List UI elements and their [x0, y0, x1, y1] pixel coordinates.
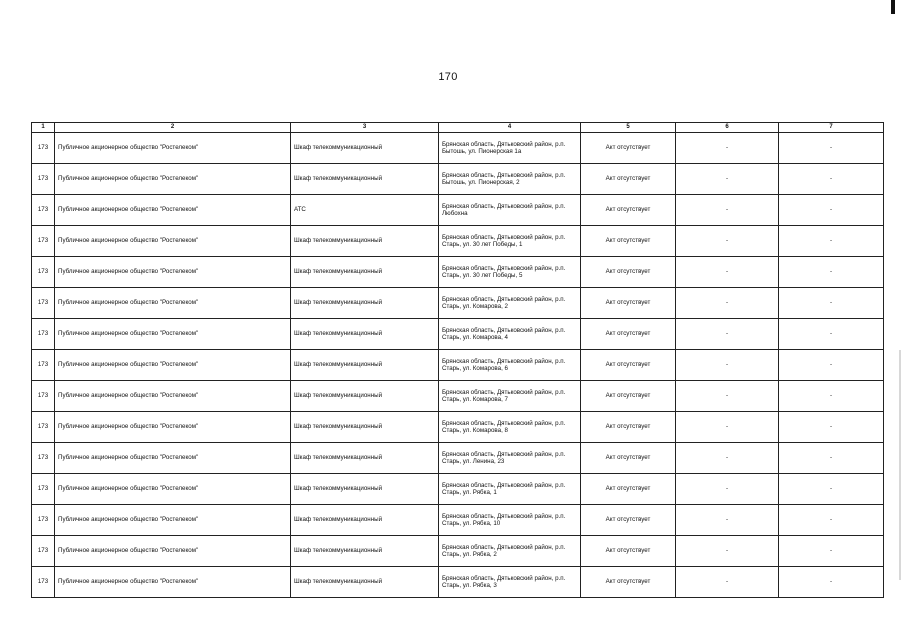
- column-header-3: 3: [291, 123, 439, 133]
- cell-object: Шкаф телекоммуникационный: [291, 505, 439, 536]
- table-row: [32, 195, 884, 226]
- cell-number: 173: [32, 412, 55, 443]
- cell-number: 173: [32, 164, 55, 195]
- cell-owner: Публичное акционерное общество "Ростелеком": [55, 505, 291, 536]
- cell-owner: Публичное акционерное общество "Ростелеком": [55, 195, 291, 226]
- cell-document: Акт отсутствует: [581, 443, 676, 474]
- cell-col6: -: [676, 133, 779, 164]
- cell-document: Акт отсутствует: [581, 474, 676, 505]
- cell-object: АТС: [291, 195, 439, 226]
- cell-owner: Публичное акционерное общество "Ростелеком": [55, 133, 291, 164]
- table-row: [32, 412, 884, 443]
- cell-col7: -: [779, 412, 884, 443]
- cell-address: Брянская область, Дятьковский район, р.п. Старь, ул. Рябка, 3: [439, 567, 581, 598]
- column-header-4: 4: [439, 123, 581, 133]
- cell-number: 173: [32, 474, 55, 505]
- table-row: [32, 505, 884, 536]
- cell-owner: Публичное акционерное общество "Ростелеком": [55, 381, 291, 412]
- table-row: [32, 350, 884, 381]
- cell-col7: -: [779, 443, 884, 474]
- table-row: [32, 226, 884, 257]
- cell-col7: -: [779, 133, 884, 164]
- cell-owner: Публичное акционерное общество "Ростелеком": [55, 536, 291, 567]
- cell-owner: Публичное акционерное общество "Ростелеком": [55, 257, 291, 288]
- cell-col6: -: [676, 567, 779, 598]
- cell-number: 173: [32, 505, 55, 536]
- table-row: [32, 474, 884, 505]
- cell-object: Шкаф телекоммуникационный: [291, 567, 439, 598]
- cell-owner: Публичное акционерное общество "Ростелеком": [55, 288, 291, 319]
- cell-number: 173: [32, 319, 55, 350]
- cell-col6: -: [676, 443, 779, 474]
- cell-col6: -: [676, 288, 779, 319]
- cell-document: Акт отсутствует: [581, 350, 676, 381]
- cell-object: Шкаф телекоммуникационный: [291, 474, 439, 505]
- cell-col7: -: [779, 474, 884, 505]
- cell-document: Акт отсутствует: [581, 133, 676, 164]
- cell-col7: -: [779, 257, 884, 288]
- cell-number: 173: [32, 226, 55, 257]
- table-row: [32, 536, 884, 567]
- cell-object: Шкаф телекоммуникационный: [291, 257, 439, 288]
- cell-document: Акт отсутствует: [581, 567, 676, 598]
- cell-number: 173: [32, 381, 55, 412]
- cell-number: 173: [32, 195, 55, 226]
- cell-object: Шкаф телекоммуникационный: [291, 536, 439, 567]
- cell-owner: Публичное акционерное общество "Ростелеком": [55, 412, 291, 443]
- table-row: [32, 288, 884, 319]
- cell-col6: -: [676, 474, 779, 505]
- cell-document: Акт отсутствует: [581, 319, 676, 350]
- cell-number: 173: [32, 443, 55, 474]
- cell-object: Шкаф телекоммуникационный: [291, 350, 439, 381]
- column-header-1: 1: [32, 123, 55, 133]
- cell-number: 173: [32, 350, 55, 381]
- cell-number: 173: [32, 133, 55, 164]
- cell-col6: -: [676, 226, 779, 257]
- cell-col7: -: [779, 381, 884, 412]
- cell-col7: -: [779, 536, 884, 567]
- cell-address: Брянская область, Дятьковский район, р.п. Старь, ул. Комарова, 4: [439, 319, 581, 350]
- registry-table: [31, 122, 884, 598]
- cell-col7: -: [779, 350, 884, 381]
- cell-address: Брянская область, Дятьковский район, р.п. Старь, ул. Рябка, 1: [439, 474, 581, 505]
- cell-owner: Публичное акционерное общество "Ростелеком": [55, 567, 291, 598]
- table-row: [32, 567, 884, 598]
- cell-document: Акт отсутствует: [581, 412, 676, 443]
- column-header-5: 5: [581, 123, 676, 133]
- cell-address: Брянская область, Дятьковский район, р.п. Бытошь, ул. Пионерская 1а: [439, 133, 581, 164]
- cell-number: 173: [32, 567, 55, 598]
- cell-col6: -: [676, 412, 779, 443]
- cell-owner: Публичное акционерное общество "Ростелеком": [55, 226, 291, 257]
- cell-owner: Публичное акционерное общество "Ростелеком": [55, 319, 291, 350]
- cell-address: Брянская область, Дятьковский район, р.п. Любохна: [439, 195, 581, 226]
- table-row: [32, 164, 884, 195]
- cell-address: Брянская область, Дятьковский район, р.п. Старь, ул. Рябка, 2: [439, 536, 581, 567]
- cell-object: Шкаф телекоммуникационный: [291, 319, 439, 350]
- cell-number: 173: [32, 288, 55, 319]
- cell-document: Акт отсутствует: [581, 195, 676, 226]
- cell-address: Брянская область, Дятьковский район, р.п. Старь, ул. Ленина, 23: [439, 443, 581, 474]
- cell-object: Шкаф телекоммуникационный: [291, 381, 439, 412]
- cell-object: Шкаф телекоммуникационный: [291, 412, 439, 443]
- cell-col6: -: [676, 195, 779, 226]
- cell-col7: -: [779, 319, 884, 350]
- cell-address: Брянская область, Дятьковский район, р.п. Бытошь, ул. Пионерская, 2: [439, 164, 581, 195]
- cell-col7: -: [779, 505, 884, 536]
- cell-col7: -: [779, 226, 884, 257]
- table-row: [32, 319, 884, 350]
- cell-object: Шкаф телекоммуникационный: [291, 164, 439, 195]
- column-header-6: 6: [676, 123, 779, 133]
- cell-document: Акт отсутствует: [581, 288, 676, 319]
- cell-col6: -: [676, 536, 779, 567]
- cell-object: Шкаф телекоммуникационный: [291, 226, 439, 257]
- header-row: [32, 123, 884, 133]
- cell-address: Брянская область, Дятьковский район, р.п. Старь, ул. 30 лет Победы, 5: [439, 257, 581, 288]
- cell-col6: -: [676, 505, 779, 536]
- column-header-2: 2: [55, 123, 291, 133]
- cell-object: Шкаф телекоммуникационный: [291, 288, 439, 319]
- cell-address: Брянская область, Дятьковский район, р.п. Старь, ул. Комарова, 7: [439, 381, 581, 412]
- cell-document: Акт отсутствует: [581, 226, 676, 257]
- table-row: [32, 443, 884, 474]
- cell-address: Брянская область, Дятьковский район, р.п. Старь, ул. Рябка, 10: [439, 505, 581, 536]
- cell-number: 173: [32, 536, 55, 567]
- cell-object: Шкаф телекоммуникационный: [291, 133, 439, 164]
- cell-col6: -: [676, 257, 779, 288]
- table-row: [32, 133, 884, 164]
- scan-edge-shadow: [899, 350, 901, 580]
- cell-col7: -: [779, 288, 884, 319]
- cell-col7: -: [779, 164, 884, 195]
- scan-edge-mark: [891, 0, 895, 14]
- cell-col7: -: [779, 567, 884, 598]
- cell-document: Акт отсутствует: [581, 381, 676, 412]
- cell-document: Акт отсутствует: [581, 536, 676, 567]
- table-row: [32, 381, 884, 412]
- cell-address: Брянская область, Дятьковский район, р.п. Старь, ул. Комарова, 8: [439, 412, 581, 443]
- table-row: [32, 257, 884, 288]
- page-number: 170: [438, 71, 458, 83]
- cell-number: 173: [32, 257, 55, 288]
- cell-owner: Публичное акционерное общество "Ростелеком": [55, 164, 291, 195]
- cell-address: Брянская область, Дятьковский район, р.п. Старь, ул. Комарова, 2: [439, 288, 581, 319]
- cell-object: Шкаф телекоммуникационный: [291, 443, 439, 474]
- cell-owner: Публичное акционерное общество "Ростелеком": [55, 443, 291, 474]
- cell-owner: Публичное акционерное общество "Ростелеком": [55, 474, 291, 505]
- cell-document: Акт отсутствует: [581, 164, 676, 195]
- cell-address: Брянская область, Дятьковский район, р.п. Старь, ул. 30 лет Победы, 1: [439, 226, 581, 257]
- column-header-7: 7: [779, 123, 884, 133]
- cell-document: Акт отсутствует: [581, 257, 676, 288]
- cell-col6: -: [676, 381, 779, 412]
- cell-address: Брянская область, Дятьковский район, р.п. Старь, ул. Комарова, 6: [439, 350, 581, 381]
- cell-owner: Публичное акционерное общество "Ростелеком": [55, 350, 291, 381]
- cell-col6: -: [676, 350, 779, 381]
- cell-col7: -: [779, 195, 884, 226]
- cell-col6: -: [676, 164, 779, 195]
- cell-document: Акт отсутствует: [581, 505, 676, 536]
- cell-col6: -: [676, 319, 779, 350]
